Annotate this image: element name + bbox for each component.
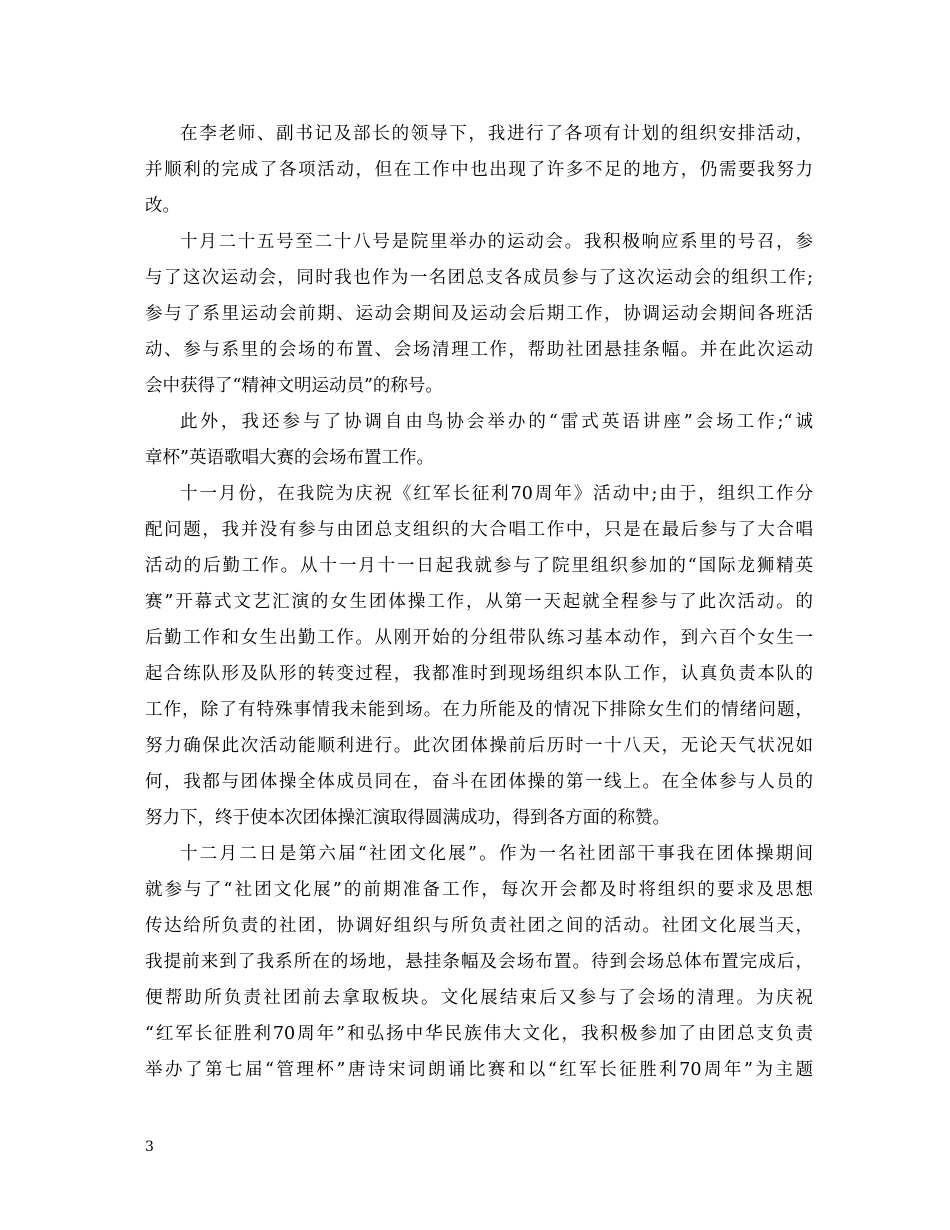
- body-text: [145, 116, 813, 1088]
- text-line: 与了这次运动会，同时我也作为一名团总支各成员参与了这次运动会的组织工作;: [145, 268, 813, 288]
- text-line: 便帮助所负责社团前去拿取板块。文化展结束后又参与了会场的清理。为庆祝: [145, 988, 813, 1008]
- text-line: 我提前来到了我系所在的场地，悬挂条幅及会场布置。待到会场总体布置完成后，: [145, 952, 813, 972]
- text-line: 十一月份，在我院为庆祝《红军长征利70周年》活动中;由于，组织工作分: [180, 484, 813, 504]
- page-number: 3: [145, 1139, 154, 1155]
- text-line: 会中获得了“精神文明运动员”的称号。: [145, 376, 443, 396]
- text-line: 动、参与系里的会场的布置、会场清理工作，帮助社团悬挂条幅。并在此次运动: [145, 340, 813, 360]
- text-line: 后勤工作和女生出勤工作。从刚开始的分组带队练习基本动作，到六百个女生一: [145, 628, 813, 648]
- text-line: 活动的后勤工作。从十一月十一日起我就参与了院里组织参加的“国际龙狮精英: [145, 556, 813, 576]
- text-line: 起合练队形及队形的转变过程，我都准时到现场组织本队工作，认真负责本队的: [145, 664, 813, 684]
- text-line: 并顺利的完成了各项活动，但在工作中也出现了许多不足的地方，仍需要我努力: [145, 160, 813, 180]
- text-line: 改。: [145, 196, 180, 216]
- text-line: 赛”开幕式文艺汇演的女生团体操工作，从第一天起就全程参与了此次活动。的: [145, 592, 813, 612]
- text-line: 工作，除了有特殊事情我未能到场。在力所能及的情况下排除女生们的情绪问题，: [145, 700, 813, 720]
- text-line: 配问题，我并没有参与由团总支组织的大合唱工作中，只是在最后参与了大合唱: [145, 520, 813, 540]
- text-line: 举办了第七届“管理杯”唐诗宋词朗诵比赛和以“红军长征胜利70周年”为主题: [145, 1060, 813, 1080]
- text-line: “红军长征胜利70周年”和弘扬中华民族伟大文化，我积极参加了由团总支负责: [145, 1024, 813, 1044]
- text-line: 在李老师、副书记及部长的领导下，我进行了各项有计划的组织安排活动，: [180, 124, 813, 144]
- text-line: 章杯”英语歌唱大赛的会场布置工作。: [145, 448, 434, 468]
- text-line: 就参与了“社团文化展”的前期准备工作，每次开会都及时将组织的要求及思想: [145, 880, 813, 900]
- text-line: 何，我都与团体操全体成员同在，奋斗在团体操的第一线上。在全体参与人员的: [145, 772, 813, 792]
- text-line: 努力确保此次活动能顺利进行。此次团体操前后历时一十八天，无论天气状况如: [145, 736, 813, 756]
- text-line: 传达给所负责的社团，协调好组织与所负责社团之间的活动。社团文化展当天，: [145, 916, 813, 936]
- text-line: 十月二十五号至二十八号是院里举办的运动会。我积极响应系里的号召，参: [180, 232, 813, 252]
- text-line: 努力下，终于使本次团体操汇演取得圆满成功，得到各方面的称赞。: [145, 808, 670, 828]
- text-line: 十二月二日是第六届“社团文化展”。作为一名社团部干事我在团体操期间: [180, 844, 813, 864]
- text-line: 参与了系里运动会前期、运动会期间及运动会后期工作，协调运动会期间各班活: [145, 304, 813, 324]
- text-line: 此外，我还参与了协调自由鸟协会举办的“雷式英语讲座”会场工作;“诚: [180, 412, 813, 432]
